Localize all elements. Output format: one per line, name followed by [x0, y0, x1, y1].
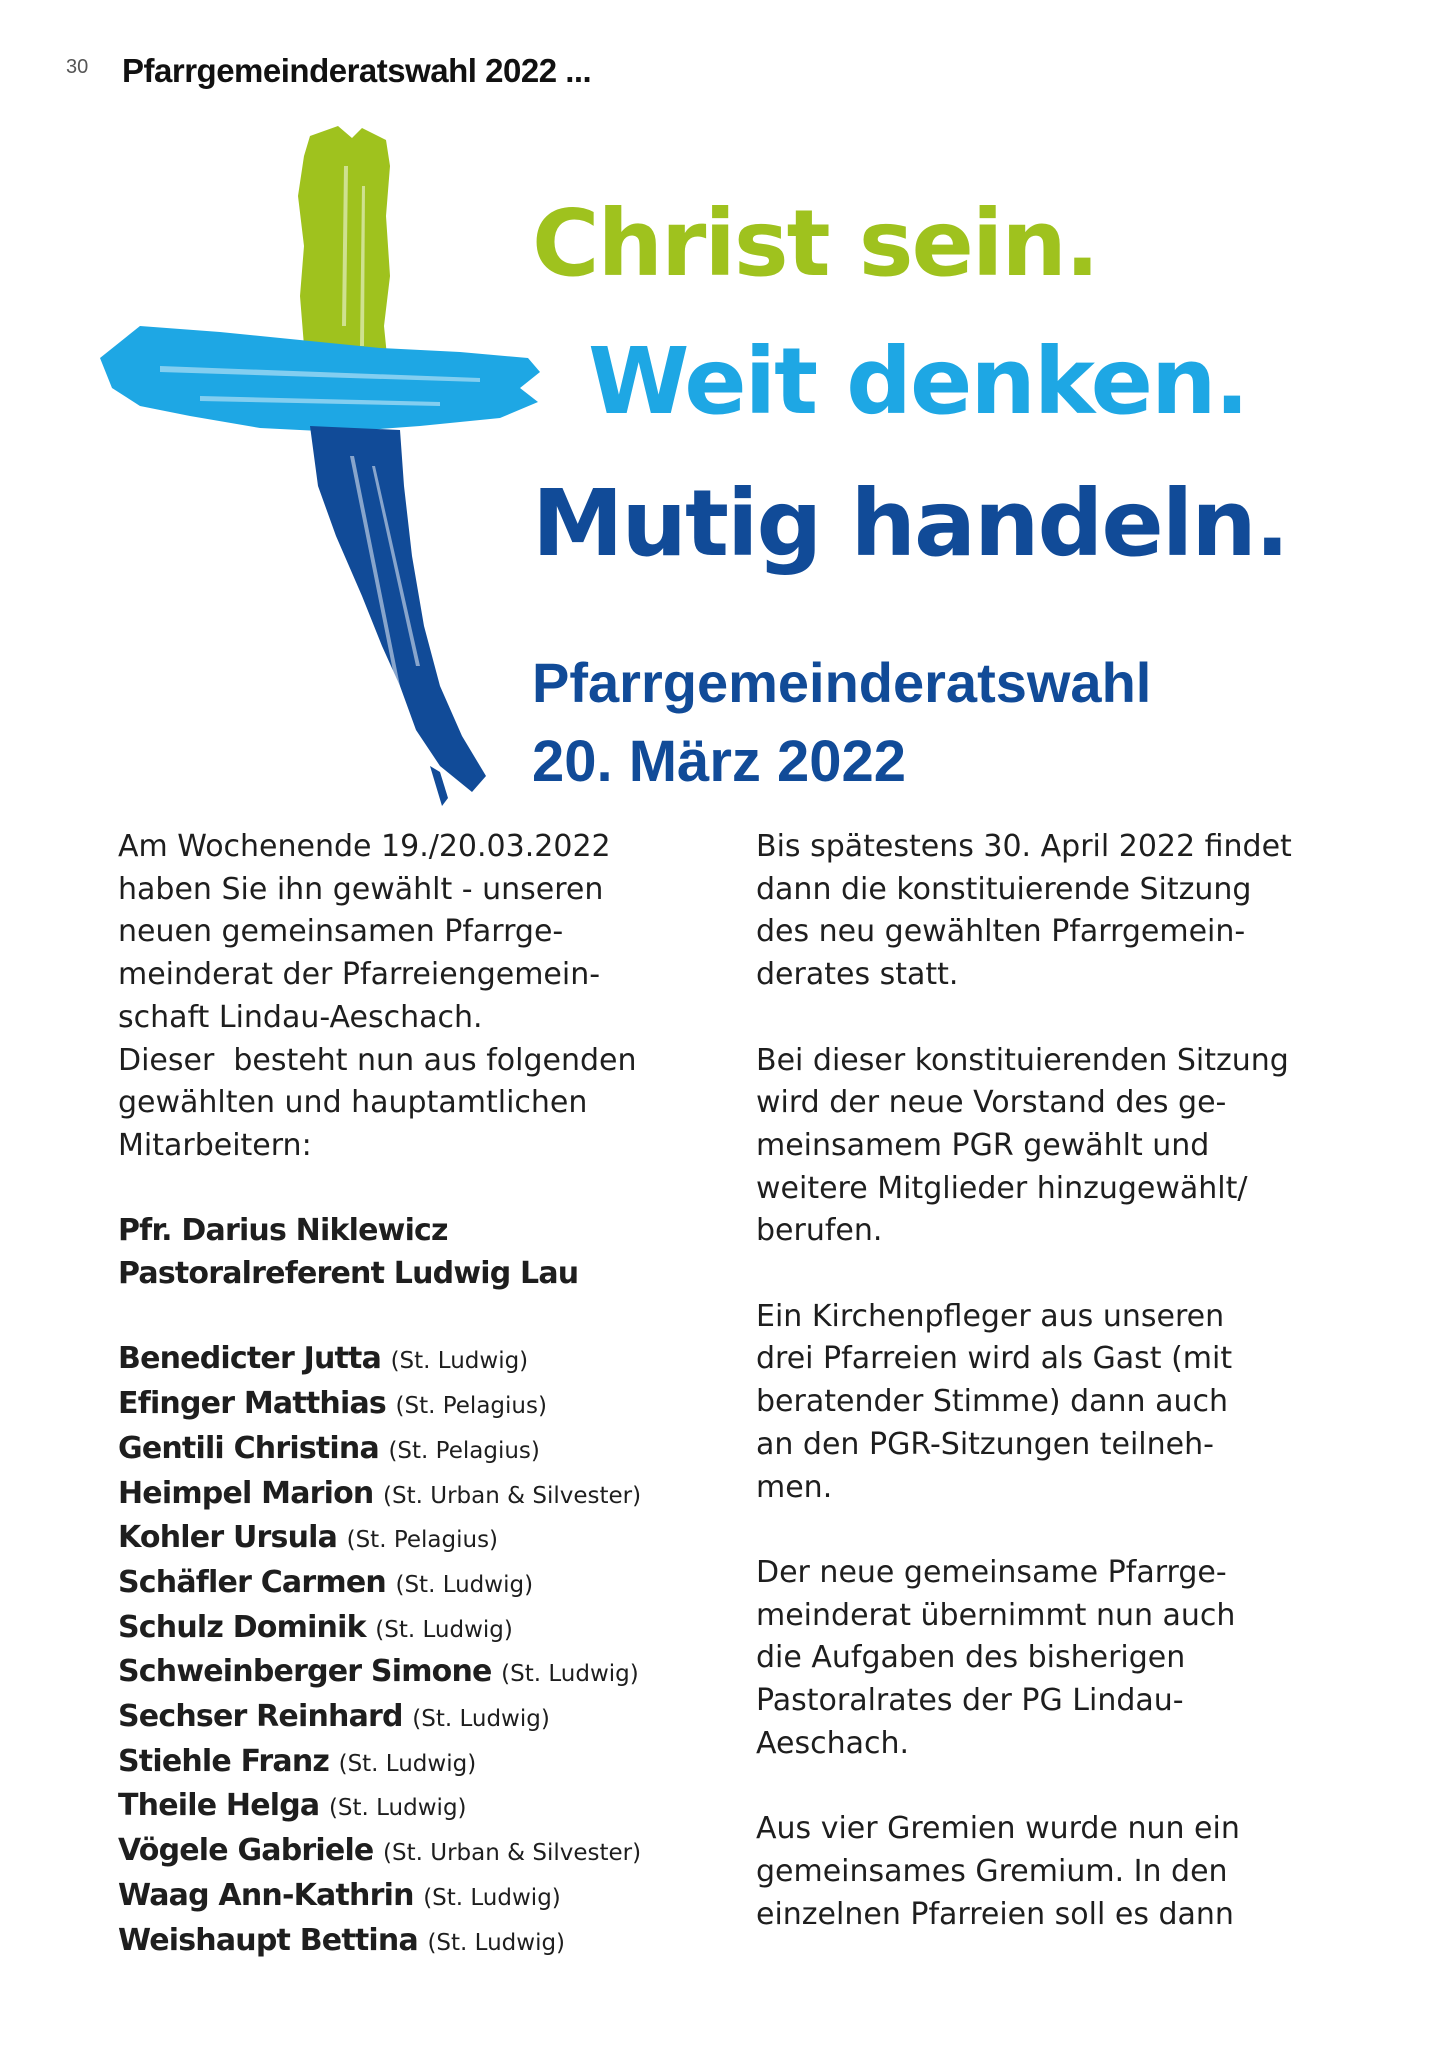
member-parish: (St. Ludwig): [412, 1706, 550, 1733]
election-title: Pfarrgemeinderatswahl: [532, 651, 1152, 714]
body-line: Bis spätestens 30. April 2022 findet: [756, 829, 1292, 864]
member-name: Efinger Matthias: [118, 1386, 386, 1422]
member-name: Benedicter Jutta: [118, 1341, 382, 1377]
member-name: Weishaupt Bettina: [118, 1922, 418, 1958]
intro-line: schaft Lindau-Aeschach.: [118, 999, 483, 1035]
member-row: [118, 1428, 718, 1473]
member-row: [118, 1696, 718, 1741]
member-parish: (St. Pelagius): [395, 1393, 547, 1420]
body-line: men.: [756, 1469, 833, 1505]
intro-line: Mitarbeitern:: [118, 1127, 312, 1163]
member-name: Vögele Gabriele: [118, 1833, 374, 1869]
member-name: Gentili Christina: [118, 1430, 379, 1466]
member-parish: (St. Ludwig): [328, 1795, 467, 1822]
member-row: [118, 1383, 718, 1428]
body-line: Ein Kirchenpfleger aus unseren: [756, 1298, 1225, 1334]
member-name: Theile Helga: [118, 1788, 320, 1824]
body-line: wird der neue Vorstand des ge-: [756, 1085, 1227, 1121]
member-name: Schweinberger Simone: [118, 1654, 492, 1690]
member-name: Heimpel Marion: [118, 1475, 374, 1511]
staff-pastor: Pfr. Darius Niklewicz: [118, 1213, 448, 1249]
intro-line: haben Sie ihn gewählt - unseren: [118, 871, 604, 907]
member-list: [118, 1338, 718, 1964]
member-row: [118, 1651, 718, 1696]
body-line: weitere Mitglieder hinzugewählt/: [756, 1170, 1248, 1206]
intro-line: Am Wochenende 19./20.03.2022: [118, 829, 611, 864]
member-parish: (St. Ludwig): [395, 1571, 534, 1598]
intro-line: Dieser besteht nun aus folgenden: [118, 1042, 637, 1078]
body-line: drei Pfarreien wird als Gast (mit: [756, 1341, 1233, 1377]
intro-line: neuen gemeinsamen Pfarrge-: [118, 914, 564, 950]
member-name: Stiehle Franz: [118, 1743, 330, 1779]
member-row: [118, 1607, 718, 1652]
body-line: gemeinsames Gremium. In den: [756, 1853, 1228, 1889]
slogan-line-1: Christ sein.: [532, 190, 1098, 297]
body-line: des neu gewählten Pfarrgemein-: [756, 914, 1246, 950]
member-parish: (St. Urban & Silvester): [383, 1482, 642, 1509]
member-parish: (St. Ludwig): [375, 1616, 513, 1643]
member-parish: (St. Ludwig): [390, 1348, 529, 1375]
member-name: Schulz Dominik: [118, 1609, 366, 1645]
member-parish: (St. Ludwig): [501, 1661, 639, 1688]
body-line: Aeschach.: [756, 1725, 910, 1761]
election-date: 20. März 2022: [532, 729, 907, 794]
member-row: [118, 1875, 718, 1920]
member-row: [118, 1741, 718, 1786]
member-row: [118, 1785, 718, 1830]
member-name: Waag Ann-Kathrin: [118, 1877, 414, 1913]
member-parish: (St. Ludwig): [427, 1929, 566, 1956]
member-row: [118, 1830, 718, 1875]
body-line: Der neue gemeinsame Pfarrge-: [756, 1554, 1227, 1590]
intro-line: meinderat der Pfarreiengemein-: [118, 957, 601, 993]
left-column: [118, 826, 718, 1964]
member-parish: (St. Urban & Silvester): [383, 1840, 642, 1867]
body-line: die Aufgaben des bisherigen: [756, 1640, 1186, 1676]
member-row: [118, 1473, 718, 1518]
member-row: [118, 1338, 718, 1383]
body-line: an den PGR-Sitzungen teilneh-: [756, 1426, 1214, 1462]
body-line: Aus vier Gremien wurde nun ein: [756, 1811, 1240, 1847]
body-line: meinsamem PGR gewählt und: [756, 1127, 1210, 1163]
cross-dark-blue-stroke: [310, 426, 486, 792]
body-line: beratender Stimme) dann auch: [756, 1384, 1229, 1420]
right-column: [756, 826, 1356, 1936]
member-parish: (St. Ludwig): [423, 1884, 561, 1911]
body-line: Bei dieser konstituierenden Sitzung: [756, 1042, 1289, 1078]
slogan-line-3: Mutig handeln.: [532, 470, 1288, 577]
body-line: berufen.: [756, 1213, 883, 1249]
member-name: Sechser Reinhard: [118, 1699, 403, 1735]
member-parish: (St. Pelagius): [388, 1437, 540, 1464]
brush-cross-icon: [100, 126, 540, 816]
member-row: [118, 1562, 718, 1607]
page-number: 30: [66, 56, 89, 78]
body-line: dann die konstituierende Sitzung: [756, 871, 1252, 907]
member-name: Kohler Ursula: [118, 1520, 338, 1556]
page-header-title: Pfarrgemeinderatswahl 2022 ...: [122, 52, 592, 89]
body-line: meinderat übernimmt nun auch: [756, 1597, 1236, 1633]
intro-line: gewählten und hauptamtlichen: [118, 1085, 588, 1121]
member-row: [118, 1920, 718, 1965]
member-parish: (St. Ludwig): [338, 1750, 477, 1777]
member-row: [118, 1517, 718, 1562]
slogan-line-2: Weit denken.: [588, 328, 1248, 435]
body-line: Pastoralrates der PG Lindau-: [756, 1683, 1184, 1719]
member-name: Schäfler Carmen: [118, 1564, 386, 1600]
body-line: einzelnen Pfarreien soll es dann: [756, 1896, 1234, 1932]
body-line: derates statt.: [756, 957, 959, 993]
staff-pastoral-referent: Pastoralreferent Ludwig Lau: [118, 1256, 579, 1292]
member-parish: (St. Pelagius): [346, 1527, 499, 1554]
